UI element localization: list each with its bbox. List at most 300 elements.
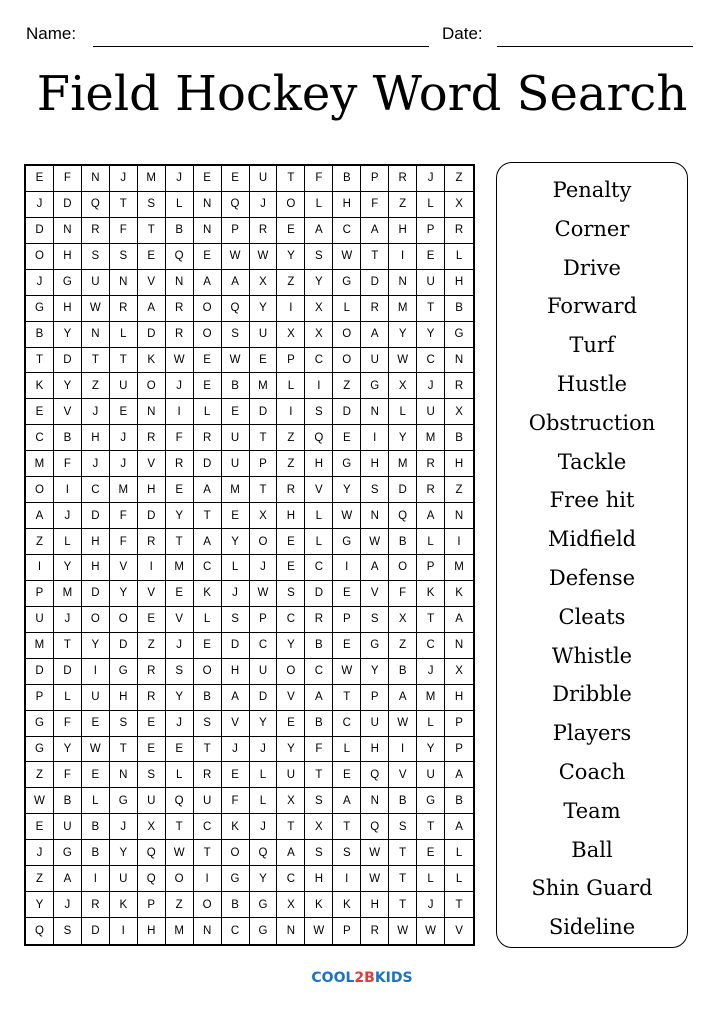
grid-cell: U (222, 425, 250, 451)
grid-cell: F (305, 166, 333, 192)
grid-cell: Y (333, 477, 361, 503)
grid-cell: F (54, 762, 82, 788)
grid-cell: X (277, 322, 305, 348)
grid-cell: J (54, 607, 82, 633)
grid-cell: G (361, 373, 389, 399)
grid-cell: B (389, 659, 417, 685)
grid-cell: E (333, 633, 361, 659)
grid-cell: A (305, 218, 333, 244)
grid-cell: G (361, 633, 389, 659)
grid-cell: P (417, 555, 445, 581)
grid-cell: V (277, 685, 305, 711)
grid-cell: O (26, 244, 54, 270)
grid-cell: Y (54, 322, 82, 348)
grid-cell: Y (277, 737, 305, 763)
grid-cell: E (333, 762, 361, 788)
grid-cell: J (166, 166, 194, 192)
grid-cell: M (445, 555, 473, 581)
grid-cell: M (166, 555, 194, 581)
grid-cell: N (82, 322, 110, 348)
grid-cell: G (222, 866, 250, 892)
grid-cell: H (333, 192, 361, 218)
grid-cell: E (194, 166, 222, 192)
grid-cell: R (417, 451, 445, 477)
grid-cell: A (305, 685, 333, 711)
grid-cell: A (361, 322, 389, 348)
page-title: Field Hockey Word Search (36, 66, 688, 122)
grid-cell: K (333, 892, 361, 918)
grid-cell: E (277, 529, 305, 555)
grid-cell: V (138, 581, 166, 607)
date-label: Date: (442, 24, 483, 43)
grid-cell: S (277, 581, 305, 607)
grid-cell: S (305, 840, 333, 866)
grid-cell: P (361, 685, 389, 711)
grid-cell: C (417, 348, 445, 374)
grid-cell: Z (445, 477, 473, 503)
grid-cell: X (277, 788, 305, 814)
grid-cell: A (361, 555, 389, 581)
grid-cell: S (82, 244, 110, 270)
grid-cell: T (277, 166, 305, 192)
grid-cell: R (361, 296, 389, 322)
word-list-item: Turf (569, 333, 615, 358)
grid-cell: L (417, 711, 445, 737)
grid-cell: U (361, 711, 389, 737)
grid-cell: J (54, 503, 82, 529)
grid-cell: M (222, 477, 250, 503)
grid-cell: D (54, 192, 82, 218)
grid-cell: N (194, 918, 222, 944)
grid-cell: K (445, 581, 473, 607)
grid-cell: M (389, 296, 417, 322)
grid-cell: H (82, 529, 110, 555)
grid-cell: P (333, 918, 361, 944)
grid-cell: C (305, 348, 333, 374)
grid-cell: I (82, 866, 110, 892)
grid-cell: B (82, 840, 110, 866)
grid-cell: O (222, 840, 250, 866)
grid-cell: N (361, 503, 389, 529)
word-list-item: Team (563, 798, 621, 823)
grid-cell: H (54, 296, 82, 322)
grid-cell: N (361, 399, 389, 425)
grid-cell: K (194, 581, 222, 607)
word-list-item: Cleats (558, 604, 626, 629)
grid-cell: Y (250, 866, 278, 892)
grid-cell: Q (138, 840, 166, 866)
grid-cell: U (82, 270, 110, 296)
grid-cell: R (389, 166, 417, 192)
word-list-item: Obstruction (528, 410, 656, 435)
grid-cell: Y (305, 270, 333, 296)
grid-cell: W (305, 918, 333, 944)
grid-cell: A (54, 866, 82, 892)
grid-cell: I (277, 399, 305, 425)
grid-cell: W (389, 918, 417, 944)
grid-cell: J (417, 166, 445, 192)
word-list-item: Free hit (549, 488, 635, 513)
grid-cell: W (82, 737, 110, 763)
grid-cell: J (110, 425, 138, 451)
grid-cell: G (333, 451, 361, 477)
grid-cell: J (250, 737, 278, 763)
grid-cell: V (389, 762, 417, 788)
grid-cell: U (138, 788, 166, 814)
grid-cell: A (445, 762, 473, 788)
grid-cell: Q (222, 296, 250, 322)
grid-cell: H (389, 218, 417, 244)
grid-cell: L (445, 244, 473, 270)
grid-cell: R (138, 425, 166, 451)
grid-cell: I (26, 555, 54, 581)
grid-cell: G (417, 788, 445, 814)
grid-cell: H (277, 503, 305, 529)
grid-cell: E (333, 581, 361, 607)
grid-cell: J (82, 451, 110, 477)
grid-cell: X (445, 192, 473, 218)
grid-cell: U (194, 788, 222, 814)
grid-cell: W (361, 840, 389, 866)
grid-cell: E (417, 840, 445, 866)
grid-cell: F (389, 581, 417, 607)
grid-cell: N (82, 166, 110, 192)
grid-cell: X (305, 814, 333, 840)
grid-cell: Y (250, 296, 278, 322)
grid-cell: R (445, 218, 473, 244)
grid-cell: V (54, 399, 82, 425)
grid-cell: H (445, 451, 473, 477)
grid-cell: E (222, 166, 250, 192)
grid-cell: L (417, 529, 445, 555)
grid-cell: Y (110, 840, 138, 866)
grid-cell: D (54, 348, 82, 374)
grid-cell: V (361, 581, 389, 607)
grid-cell: G (250, 918, 278, 944)
grid-cell: I (166, 399, 194, 425)
grid-cell: F (166, 425, 194, 451)
grid-cell: B (54, 425, 82, 451)
grid-cell: Z (389, 192, 417, 218)
grid-cell: B (389, 788, 417, 814)
grid-cell: T (26, 348, 54, 374)
grid-cell: K (110, 892, 138, 918)
grid-cell: B (82, 814, 110, 840)
grid-cell: Y (54, 373, 82, 399)
grid-cell: S (305, 399, 333, 425)
grid-cell: G (26, 296, 54, 322)
grid-cell: S (54, 918, 82, 944)
grid-cell: H (361, 737, 389, 763)
grid-cell: P (277, 348, 305, 374)
grid-cell: J (166, 373, 194, 399)
grid-cell: C (194, 555, 222, 581)
grid-cell: O (333, 348, 361, 374)
grid-cell: Y (389, 425, 417, 451)
grid-cell: R (305, 607, 333, 633)
grid-cell: B (305, 711, 333, 737)
grid-cell: E (222, 503, 250, 529)
grid-cell: B (445, 296, 473, 322)
grid-cell: M (417, 425, 445, 451)
grid-cell: S (222, 322, 250, 348)
grid-cell: A (445, 607, 473, 633)
grid-cell: G (110, 659, 138, 685)
word-list-item: Corner (554, 216, 630, 241)
grid-cell: J (82, 399, 110, 425)
grid-cell: W (166, 840, 194, 866)
grid-cell: N (110, 270, 138, 296)
logo-part-3: KIDS (374, 970, 413, 986)
grid-cell: O (26, 477, 54, 503)
grid-cell: I (138, 555, 166, 581)
grid-cell: O (166, 866, 194, 892)
grid-cell: J (250, 814, 278, 840)
date-line[interactable] (497, 46, 693, 47)
grid-cell: T (110, 737, 138, 763)
grid-cell: O (250, 529, 278, 555)
grid-cell: B (26, 322, 54, 348)
grid-cell: E (194, 633, 222, 659)
grid-cell: T (110, 192, 138, 218)
grid-cell: Q (26, 918, 54, 944)
grid-cell: E (138, 737, 166, 763)
grid-cell: E (110, 399, 138, 425)
grid-cell: B (222, 892, 250, 918)
word-list-item: Coach (558, 759, 626, 784)
grid-cell: O (333, 322, 361, 348)
grid-cell: T (82, 348, 110, 374)
grid-cell: E (26, 814, 54, 840)
grid-cell: J (417, 373, 445, 399)
grid-cell: V (222, 711, 250, 737)
word-list-item: Penalty (552, 178, 632, 202)
grid-cell: Q (166, 244, 194, 270)
grid-cell: X (445, 659, 473, 685)
grid-cell: S (194, 711, 222, 737)
grid-cell: P (138, 892, 166, 918)
grid-cell: M (250, 373, 278, 399)
word-list-item: Shin Guard (531, 876, 653, 901)
grid-cell: Z (277, 270, 305, 296)
grid-cell: W (361, 866, 389, 892)
grid-cell: N (445, 348, 473, 374)
grid-cell: W (389, 348, 417, 374)
grid-cell: N (54, 218, 82, 244)
grid-cell: T (194, 840, 222, 866)
grid-cell: S (389, 814, 417, 840)
name-line[interactable] (93, 46, 429, 47)
grid-cell: J (110, 166, 138, 192)
grid-cell: C (194, 814, 222, 840)
grid-cell: L (445, 866, 473, 892)
grid-cell: Q (82, 192, 110, 218)
grid-cell: W (333, 659, 361, 685)
grid-cell: X (305, 296, 333, 322)
grid-cell: D (250, 685, 278, 711)
grid-cell: H (138, 918, 166, 944)
grid-cell: I (361, 425, 389, 451)
word-list-item: Midfield (547, 527, 637, 552)
grid-cell: B (305, 633, 333, 659)
grid-cell: N (445, 633, 473, 659)
grid-cell: R (166, 296, 194, 322)
grid-cell: V (166, 607, 194, 633)
grid-cell: D (361, 270, 389, 296)
word-list-item: Players (552, 721, 632, 746)
grid-cell: E (194, 244, 222, 270)
grid-cell: L (222, 555, 250, 581)
grid-cell: D (194, 451, 222, 477)
grid-cell: M (26, 633, 54, 659)
grid-cell: G (54, 840, 82, 866)
grid-cell: A (26, 503, 54, 529)
grid-cell: A (277, 840, 305, 866)
grid-cell: Q (250, 840, 278, 866)
grid-cell: P (445, 711, 473, 737)
grid-cell: T (417, 296, 445, 322)
grid-cell: T (389, 840, 417, 866)
grid-cell: U (250, 659, 278, 685)
grid-cell: M (389, 451, 417, 477)
grid-cell: D (54, 659, 82, 685)
grid-cell: I (389, 244, 417, 270)
grid-cell: R (138, 659, 166, 685)
grid-cell: V (455, 925, 463, 938)
grid-cell: Q (361, 762, 389, 788)
grid-cell: L (250, 762, 278, 788)
grid-cell: B (194, 685, 222, 711)
grid-cell: S (305, 244, 333, 270)
word-list-item: Sideline (548, 915, 636, 940)
grid-cell: U (417, 762, 445, 788)
grid-cell: A (333, 788, 361, 814)
grid-cell: L (194, 607, 222, 633)
grid-cell: L (194, 399, 222, 425)
grid-cell: L (166, 192, 194, 218)
grid-cell: R (110, 296, 138, 322)
grid-cell: O (194, 659, 222, 685)
grid-cell: Y (417, 322, 445, 348)
grid-cell: J (26, 840, 54, 866)
grid-cell: E (138, 244, 166, 270)
grid-cell: G (445, 322, 473, 348)
grid-cell: A (445, 814, 473, 840)
grid-cell: R (417, 477, 445, 503)
grid-cell: S (110, 244, 138, 270)
grid-cell: H (361, 451, 389, 477)
grid-cell: L (110, 322, 138, 348)
grid-cell: L (305, 192, 333, 218)
grid-cell: J (26, 270, 54, 296)
grid-cell: E (26, 166, 54, 192)
grid-cell: R (361, 918, 389, 944)
grid-cell: F (54, 711, 82, 737)
grid-cell: D (333, 399, 361, 425)
grid-cell: C (222, 918, 250, 944)
grid-cell: N (138, 399, 166, 425)
grid-cell: U (82, 685, 110, 711)
grid-cell: V (110, 555, 138, 581)
grid-cell: L (54, 529, 82, 555)
grid-cell: T (138, 218, 166, 244)
grid-cell: B (222, 373, 250, 399)
grid-cell: D (222, 633, 250, 659)
grid-cell: U (417, 399, 445, 425)
grid-cell: E (166, 737, 194, 763)
grid-cell: L (389, 399, 417, 425)
grid-cell: R (166, 451, 194, 477)
grid-cell: A (389, 685, 417, 711)
grid-cell: J (26, 192, 54, 218)
grid-cell: K (417, 581, 445, 607)
grid-cell: X (445, 399, 473, 425)
grid-cell: F (54, 166, 82, 192)
grid-cell: O (82, 607, 110, 633)
grid-cell: W (333, 503, 361, 529)
grid-cell: I (194, 866, 222, 892)
grid-cell: Z (333, 373, 361, 399)
grid-cell: D (138, 503, 166, 529)
grid-cell: E (417, 244, 445, 270)
grid-cell: R (138, 685, 166, 711)
grid-cell: O (138, 373, 166, 399)
grid-cell: P (445, 737, 473, 763)
grid-cell: T (166, 529, 194, 555)
site-logo (0, 970, 724, 986)
grid-cell: E (277, 711, 305, 737)
grid-cell: E (166, 581, 194, 607)
grid-cell: G (110, 788, 138, 814)
grid-cell: L (333, 296, 361, 322)
grid-cell: E (250, 348, 278, 374)
grid-cell: G (26, 737, 54, 763)
grid-cell: F (110, 218, 138, 244)
grid-cell: Z (166, 892, 194, 918)
grid-cell: J (54, 892, 82, 918)
grid-cell: Y (82, 633, 110, 659)
grid-cell: M (26, 451, 54, 477)
grid-cell: C (305, 555, 333, 581)
grid-cell: T (389, 866, 417, 892)
grid-cell: C (333, 711, 361, 737)
grid-cell: J (166, 711, 194, 737)
grid-cell: T (110, 348, 138, 374)
grid-cell: J (166, 633, 194, 659)
grid-cell: U (250, 166, 278, 192)
grid-cell: R (82, 892, 110, 918)
grid-cell: B (445, 425, 473, 451)
grid-cell: A (138, 296, 166, 322)
grid-cell: P (333, 607, 361, 633)
grid-cell: Y (26, 892, 54, 918)
grid-cell: E (166, 477, 194, 503)
grid-cell: P (417, 218, 445, 244)
grid-cell: R (194, 425, 222, 451)
grid-cell: U (26, 607, 54, 633)
grid-cell: Z (138, 633, 166, 659)
grid-cell: I (54, 477, 82, 503)
grid-cell: W (222, 348, 250, 374)
grid-cell: X (305, 322, 333, 348)
grid-cell: T (194, 503, 222, 529)
grid-cell: R (166, 322, 194, 348)
grid-cell: U (277, 762, 305, 788)
grid-cell: N (110, 762, 138, 788)
grid-cell: K (26, 373, 54, 399)
grid-cell: R (194, 762, 222, 788)
grid-cell: P (250, 607, 278, 633)
